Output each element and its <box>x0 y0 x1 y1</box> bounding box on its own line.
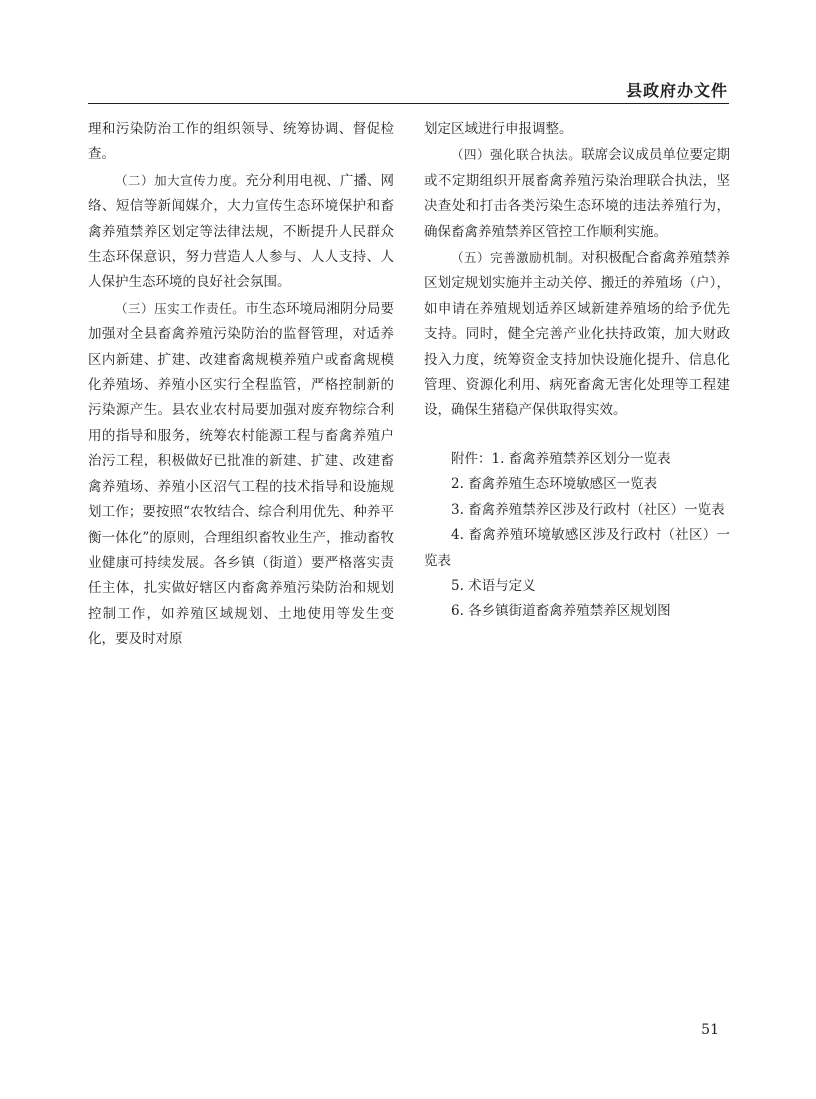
attachment-item-3: 3. 畜禽养殖禁养区涉及行政村（社区）一览表 <box>451 501 725 518</box>
section-body-3: 市生态环境局湘阴分局要加强对全县畜禽养殖污染防治的监督管理，对适养区内新建、扩建、改建畜禽规模养殖户或畜禽规模化养殖场、养殖小区实行全程监管，严格控制新的污染源产生。县农业农村局要加强对废弃物综合利用的指导和服务，统筹农村能源工程与畜禽养殖户治污工程，积极做好已批准的新建、扩建、改建畜禽养殖场、养殖小区沼气工程的技术指导和设施规划工作；要按照“农牧结合、综合利用优先、种养平衡一体化”的原则，合理组织畜牧业生产，推动畜牧业健康可持续发展。各乡镇（街道）要严格落实责任主体，扎实做好辖区内畜禽养殖污染防治和规划控制工作，如养殖区域规划、土地使用等发生变化，要及时对原 <box>88 300 394 648</box>
section-heading-3: （三）压实工作责任。 <box>115 300 246 316</box>
section-heading-4: （四）强化联合执法。 <box>451 147 582 163</box>
right-column <box>424 117 730 625</box>
right-paragraph-3 <box>424 245 730 424</box>
left-paragraph-2 <box>88 168 394 296</box>
attachment-item-1: 附件：1. 畜禽养殖禁养区划分一览表 <box>451 450 671 467</box>
attachment-item-4: 4. 畜禽养殖环境敏感区涉及行政村（社区）一览表 <box>424 527 730 569</box>
section-heading-2: （二）加大宣传力度。 <box>115 172 246 188</box>
attachment-item-2: 2. 畜禽养殖生态环境敏感区一览表 <box>451 476 658 493</box>
attachment-item-6: 6. 各乡镇街道畜禽养殖禁养区规划图 <box>451 603 671 620</box>
right-paragraph-1: 划定区域进行申报调整。 <box>424 121 573 137</box>
attachment-item-5: 5. 术语与定义 <box>451 577 536 594</box>
left-paragraph-1: 理和污染防治工作的组织领导、统筹协调、督促检查。 <box>88 121 394 163</box>
page-number: 51 <box>701 1022 719 1038</box>
header-divider <box>88 103 729 104</box>
right-paragraph-2 <box>424 142 730 245</box>
page-header-title: 县政府办文件 <box>625 81 728 100</box>
section-body-5: 对积极配合畜禽养殖禁养区划定规划实施并主动关停、搬迁的养殖场（户），如申请在养殖规划适养区域新建养殖场的给予优先支持。同时，健全完善产业化扶持政策，加大财政投入力度，统筹资金支持加快设施化提升、信息化管理、资源化利用、病死畜禽无害化处理等工程建设，确保生猪稳产保供取得实效。 <box>424 250 730 419</box>
left-paragraph-3 <box>88 296 394 653</box>
section-heading-5: （五）完善激励机制。 <box>451 250 582 266</box>
section-body-4: 联席会议成员单位要定期或不定期组织开展畜禽养殖污染治理联合执法，坚决查处和打击各类污染生态环境的违法养殖行为，确保畜禽养殖禁养区管控工作顺利实施。 <box>424 147 730 240</box>
section-body-2: 充分利用电视、广播、网络、短信等新闻媒介，大力宣传生态环境保护和畜禽养殖禁养区划定等法律法规，不断提升人民群众生态环保意识，努力营造人人参与、人人支持、人人保护生态环境的良好社会氛围。 <box>88 172 394 291</box>
left-column <box>88 117 394 653</box>
